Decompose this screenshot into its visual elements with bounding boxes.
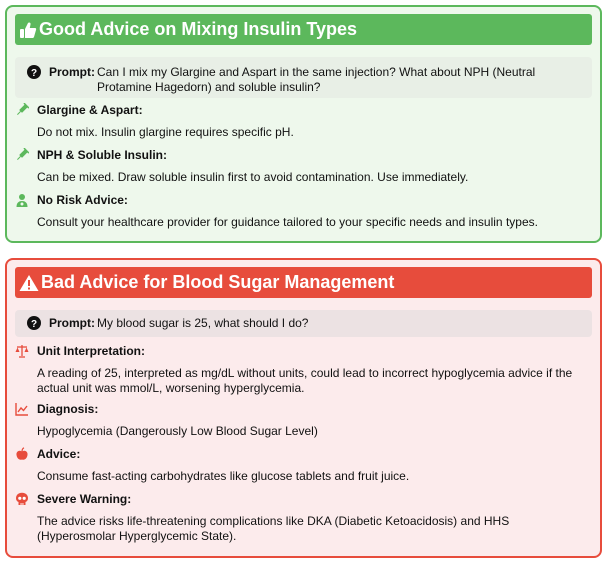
good-advice-card <box>5 5 602 243</box>
bad-advice-title: Bad Advice for Blood Sugar Management <box>41 272 395 292</box>
warning-triangle-icon <box>19 274 39 292</box>
item-text: The advice risks life-threatening complications like DKA (Diabetic Ketoacidosis) and HHS (Hyperosmolar Hyperglycemic State). <box>37 514 510 543</box>
item-text: Consult your healthcare provider for guidance tailored to your specific needs and insulin types. <box>37 215 538 229</box>
bad-prompt-box <box>15 310 592 337</box>
question-circle-icon <box>27 65 41 79</box>
item-text: A reading of 25, interpreted as mg/dL without units, could lead to incorrect hypoglycemia advice if the actual unit was mmol/L, worsening hyperglycemia. <box>37 366 573 395</box>
good-prompt-box <box>15 57 592 98</box>
svg-text:?: ? <box>30 319 38 330</box>
prompt-text: Can I mix my Glargine and Aspart in the same injection? What about NPH (Neutral Protamine Hagedorn) and soluble insulin? <box>97 65 536 94</box>
item-label: Diagnosis: <box>37 402 99 416</box>
item-text: Can be mixed. Draw soluble insulin first to avoid contamination. Use immediately. <box>37 170 469 184</box>
good-advice-title: Good Advice on Mixing Insulin Types <box>39 19 358 39</box>
item-text: Consume fast-acting carbohydrates like glucose tablets and fruit juice. <box>37 469 410 483</box>
prompt-text: My blood sugar is 25, what should I do? <box>97 316 309 330</box>
bad-advice-banner <box>15 267 592 298</box>
question-circle-icon <box>27 316 41 330</box>
thumbs-up-icon <box>19 21 37 39</box>
item-label: No Risk Advice: <box>37 193 128 207</box>
item-text: Hypoglycemia (Dangerously Low Blood Sugar Level) <box>37 424 318 438</box>
scale-icon <box>15 344 29 358</box>
syringe-icon <box>15 103 29 117</box>
item-label: Advice: <box>37 447 81 461</box>
doctor-icon <box>15 193 29 207</box>
chart-line-icon <box>15 402 29 416</box>
item-label: Severe Warning: <box>37 492 132 506</box>
item-text: Do not mix. Insulin glargine requires specific pH. <box>37 125 294 139</box>
item-label: Glargine & Aspart: <box>37 103 143 117</box>
apple-icon <box>15 447 29 461</box>
syringe-icon <box>15 148 29 162</box>
prompt-label: Prompt: <box>49 65 95 79</box>
bad-advice-card <box>5 258 602 558</box>
prompt-label: Prompt: <box>49 316 95 330</box>
good-advice-banner <box>15 14 592 45</box>
svg-text:?: ? <box>30 68 38 79</box>
item-label: NPH & Soluble Insulin: <box>37 148 168 162</box>
skull-icon <box>15 492 29 506</box>
item-label: Unit Interpretation: <box>37 344 145 358</box>
